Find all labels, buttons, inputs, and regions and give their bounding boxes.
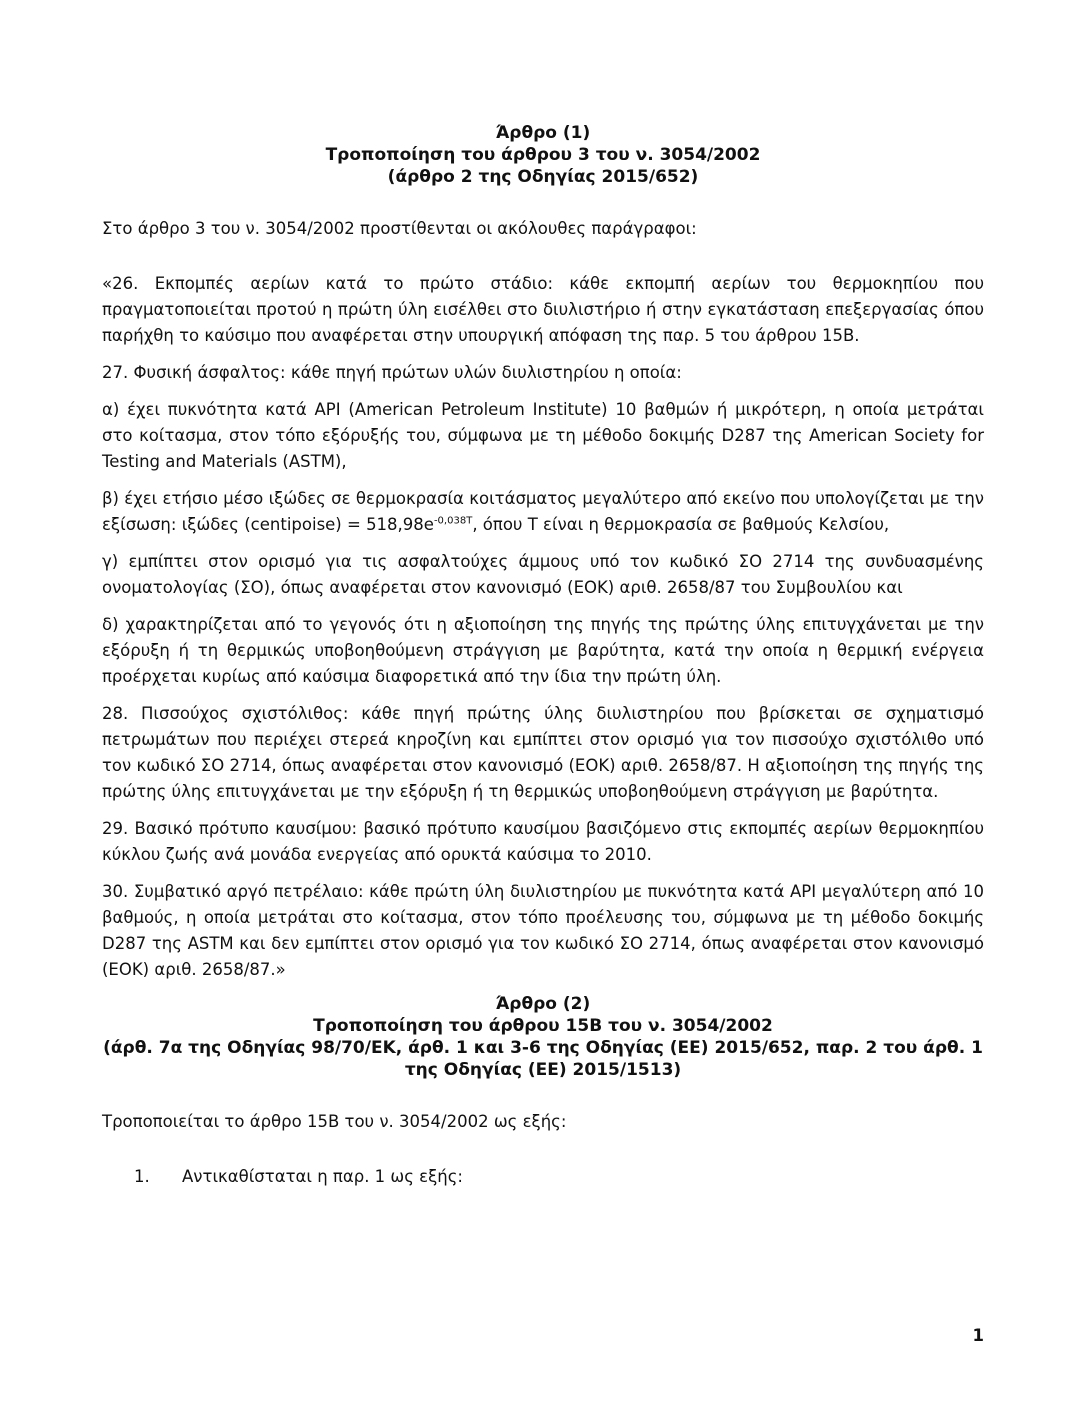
list-item-text: Αντικαθίσταται η παρ. 1 ως εξής:: [182, 1167, 463, 1186]
article-1-heading: Άρθρο (1): [495, 123, 591, 143]
paragraph-27: 27. Φυσική άσφαλτος: κάθε πηγή πρώτων υλών διυλιστηρίου η οποία:: [102, 363, 682, 382]
article-2-header: [102, 993, 984, 1081]
paragraph-26: «26. Εκπομπές αερίων κατά το πρώτο στάδιο: κάθε εκπομπή αερίων του θερμοκηπίου που πραγματοποιείται προτού η πρώτη ύλη εισέλθει στο διυλιστήριο ή στην εγκατάσταση επεξεργασίας όπου παρήχθη το καύσιμο που αναφέρεται στην υπουργική απόφαση της παρ. 5 του άρθρου 15Β.: [102, 274, 984, 345]
exponent: -0,038T: [433, 515, 473, 527]
article-2-heading: Άρθρο (2): [495, 994, 591, 1014]
paragraph-29: 29. Βασικό πρότυπο καυσίμου: βασικό πρότυπο καυσίμου βασιζόμενο στις εκπομπές αερίων θερμοκηπίου κύκλου ζωής ανά μονάδα ενεργείας από ορυκτά καύσιμα το 2010.: [102, 819, 984, 864]
article-1-intro: Στο άρθρο 3 του ν. 3054/2002 προστίθενται οι ακόλουθες παράγραφοι:: [102, 219, 697, 238]
page-number: 1: [972, 1326, 984, 1345]
article-2-title: Τροποποίηση του άρθρου 15Β του ν. 3054/2002: [313, 1016, 773, 1036]
paragraph-30: 30. Συμβατικό αργό πετρέλαιο: κάθε πρώτη ύλη διυλιστηρίου με πυκνότητα κατά API μεγαλύτερη από 10 βαθμούς, η οποία μετράται στο κοίτασμα, στον τόπο προέλευσης του, σύμφωνα με τη μέθοδο δοκιμής D287 της ASTM και δεν εμπίπτει στον ορισμό για τον κωδικό ΣΟ 2714, όπως αναφέρεται στον κανονισμό (ΕΟΚ) αριθ. 2658/87.»: [102, 882, 984, 979]
paragraph-27c: γ) εμπίπτει στον ορισμό για τις ασφαλτούχες άμμους υπό τον κωδικό ΣΟ 2714 της συνδυασμένης ονοματολογίας (ΣΟ), όπως αναφέρεται στον κανονισμό (ΕΟΚ) αριθ. 2658/87 του Συμβουλίου και: [102, 552, 984, 597]
paragraph-27b: [102, 486, 984, 538]
document-page: [102, 122, 984, 1190]
paragraph-27d: δ) χαρακτηρίζεται από το γεγονός ότι η αξιοποίηση της πηγής της πρώτης ύλης επιτυγχάνεται με την εξόρυξη ή τη θερμικώς υποβοηθούμενη στράγγιση με βαρύτητα, κατά την οποία η θερμική ενέργεια προέρχεται κυρίως από καύσιμα διαφορετικά από την ίδια την πρώτη ύλη.: [102, 615, 984, 686]
list-item-number: 1.: [134, 1167, 150, 1186]
article-2-intro: Τροποποιείται το άρθρο 15Β του ν. 3054/2002 ως εξής:: [102, 1112, 567, 1131]
article-1-title: Τροποποίηση του άρθρου 3 του ν. 3054/2002: [325, 145, 761, 165]
article-2-source: (άρθ. 7α της Οδηγίας 98/70/ΕΚ, άρθ. 1 και 3-6 της Οδηγίας (ΕΕ) 2015/652, παρ. 2 του άρθ. 1 της Οδηγίας (ΕΕ) 2015/1513): [103, 1038, 983, 1080]
paragraph-27b-tail: , όπου T είναι η θερμοκρασία σε βαθμούς Κελσίου,: [472, 515, 890, 534]
paragraph-27b-text: β) έχει ετήσιο μέσο ιξώδες σε θερμοκρασία κοιτάσματος μεγαλύτερο από εκείνο που υπολογίζεται με την εξίσωση: ιξώδες (centipoise) = 518,98e: [102, 489, 984, 534]
paragraph-27a: α) έχει πυκνότητα κατά API (American Petroleum Institute) 10 βαθμών ή μικρότερη, η οποία μετράται στο κοίτασμα, στον τόπο εξόρυξής του, σύμφωνα με τη μέθοδο δοκιμής D287 της American Society for Testing and Materials (ASTM),: [102, 400, 984, 471]
article-1-source: (άρθρο 2 της Οδηγίας 2015/652): [387, 167, 699, 187]
list-item: [102, 1164, 984, 1190]
paragraph-28: 28. Πισσούχος σχιστόλιθος: κάθε πηγή πρώτης ύλης διυλιστηρίου που βρίσκεται σε σχηματισμό πετρωμάτων που περιέχει στερεά κηροζίνη και εμπίπτει στον ορισμό για τον πισσούχο σχιστόλιθο υπό τον κωδικό ΣΟ 2714, όπως αναφέρεται στον κανονισμό (ΕΟΚ) αριθ. 2658/87. Η αξιοποίηση της πηγής της πρώτης ύλης επιτυγχάνεται με την εξόρυξη ή τη θερμικώς υποβοηθούμενη στράγγιση με βαρύτητα.: [102, 704, 984, 801]
article-1-header: [102, 122, 984, 188]
